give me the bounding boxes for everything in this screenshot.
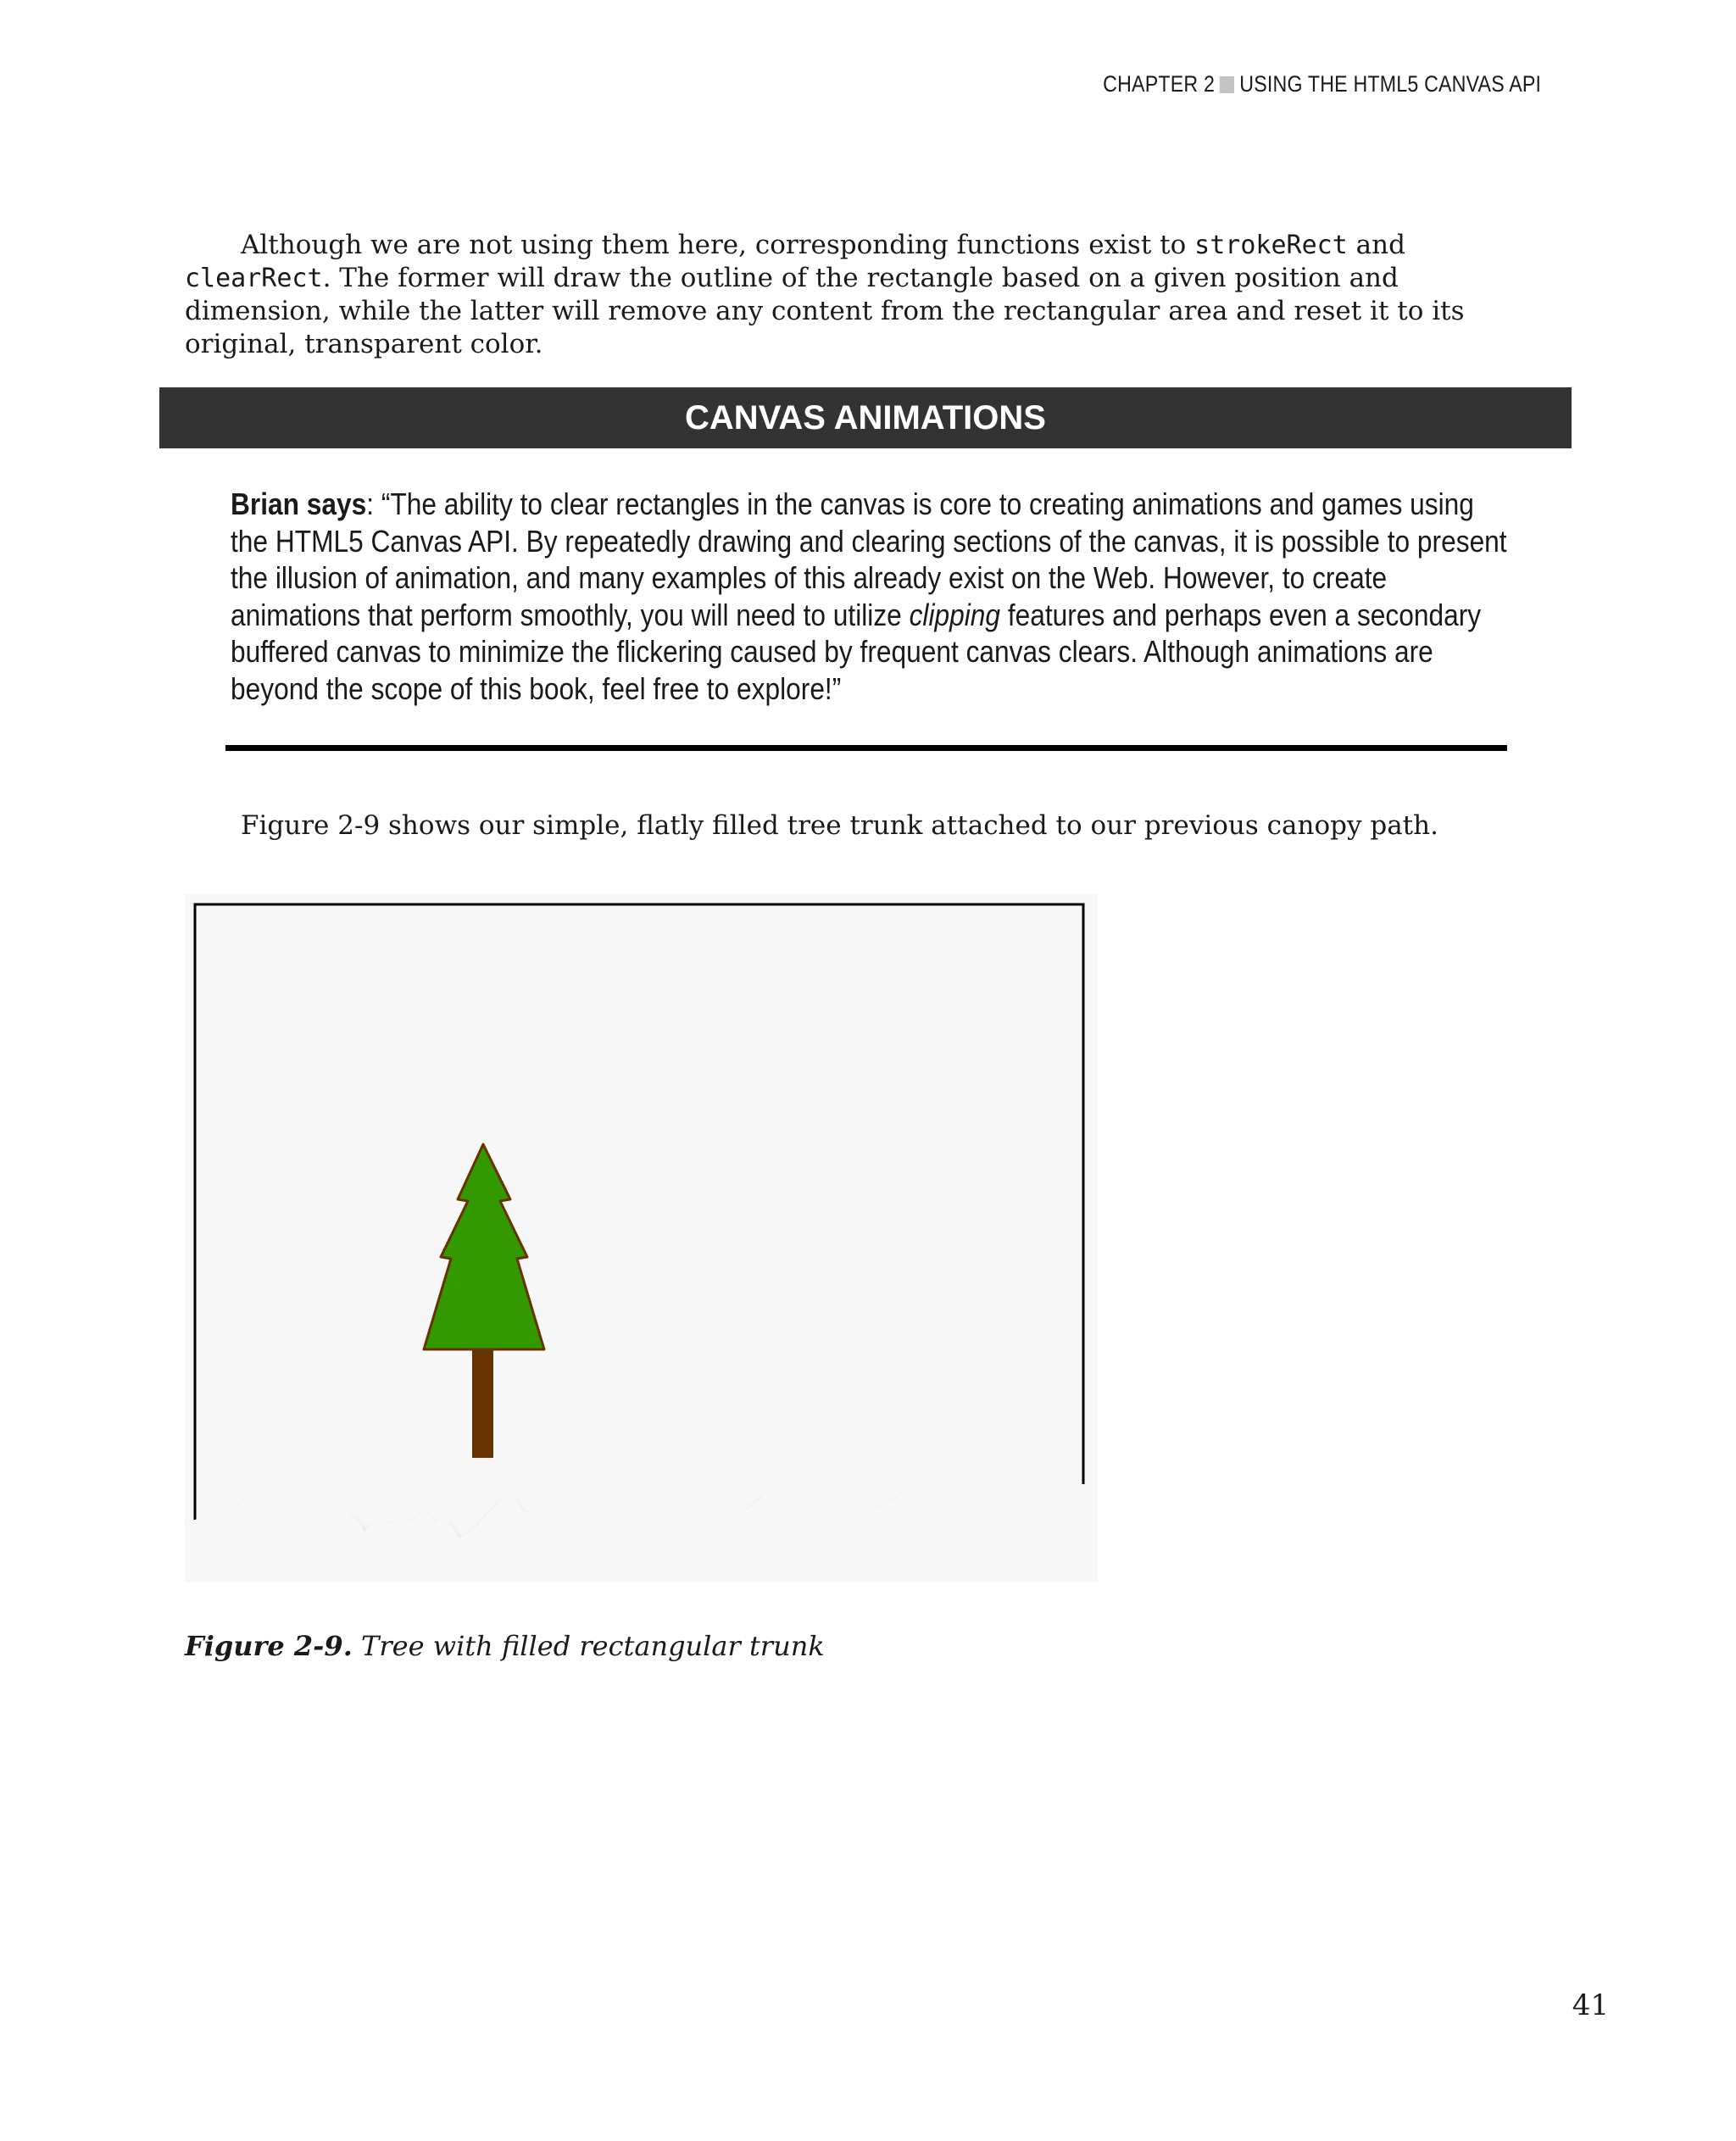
figure-tree-canvas	[185, 894, 1098, 1582]
paragraph-figure-reference-text: Figure 2-9 shows our simple, flatly filled tree trunk attached to our previous canopy path.	[241, 810, 1438, 841]
sidebar-emphasis: clipping	[909, 597, 1001, 632]
figure-caption-text: Tree with filled rectangular trunk	[352, 1630, 825, 1662]
sidebar-bottom-rule	[225, 745, 1507, 751]
running-head-title: USING THE HTML5 CANVAS API	[1239, 71, 1541, 97]
paragraph-text-2: and	[1347, 230, 1405, 260]
running-head-chapter: CHAPTER 2	[1103, 71, 1215, 97]
sidebar-body	[231, 486, 1514, 707]
running-head-separator-icon	[1220, 76, 1234, 93]
figure-svg	[185, 894, 1098, 1582]
sidebar-heading: CANVAS ANIMATIONS	[159, 387, 1572, 448]
sidebar-speaker: Brian says	[231, 487, 367, 521]
paragraph-clear-rect	[185, 229, 1520, 361]
running-head	[1103, 71, 1541, 97]
paragraph-text-1: Although we are not using them here, corresponding functions exist to	[241, 230, 1195, 260]
figure-caption	[185, 1629, 825, 1663]
page-number: 41	[1572, 1988, 1609, 2022]
code-strokeRect: strokeRect	[1194, 231, 1348, 260]
sidebar-text-before: : “The ability to clear rectangles in the canvas is core to creating animations and games using the HTML5 Canvas API. By repeatedly drawing and clearing sections of the canvas, it is possible to present the illusion of animation, and many examples of this already exist on the Web. However, to create animations that perform smoothly, you will need to utilize	[231, 487, 1507, 632]
canvas-area	[195, 904, 1083, 1549]
figure-caption-label: Figure 2-9.	[185, 1630, 353, 1662]
code-clearRect: clearRect	[185, 264, 323, 293]
sidebar-text-after: features and perhaps even a secondary buffered canvas to minimize the flickering caused by frequent canvas clears. Although animations are beyond the scope of this book, feel free to explore!”	[231, 597, 1482, 706]
paragraph-text-3: . The former will draw the outline of the rectangle based on a given position and dimension, while the latter will remove any content from the rectangular area and reset it to its original, transparent color.	[185, 263, 1465, 359]
tree-trunk	[472, 1348, 493, 1458]
paragraph-figure-reference	[185, 809, 1520, 842]
